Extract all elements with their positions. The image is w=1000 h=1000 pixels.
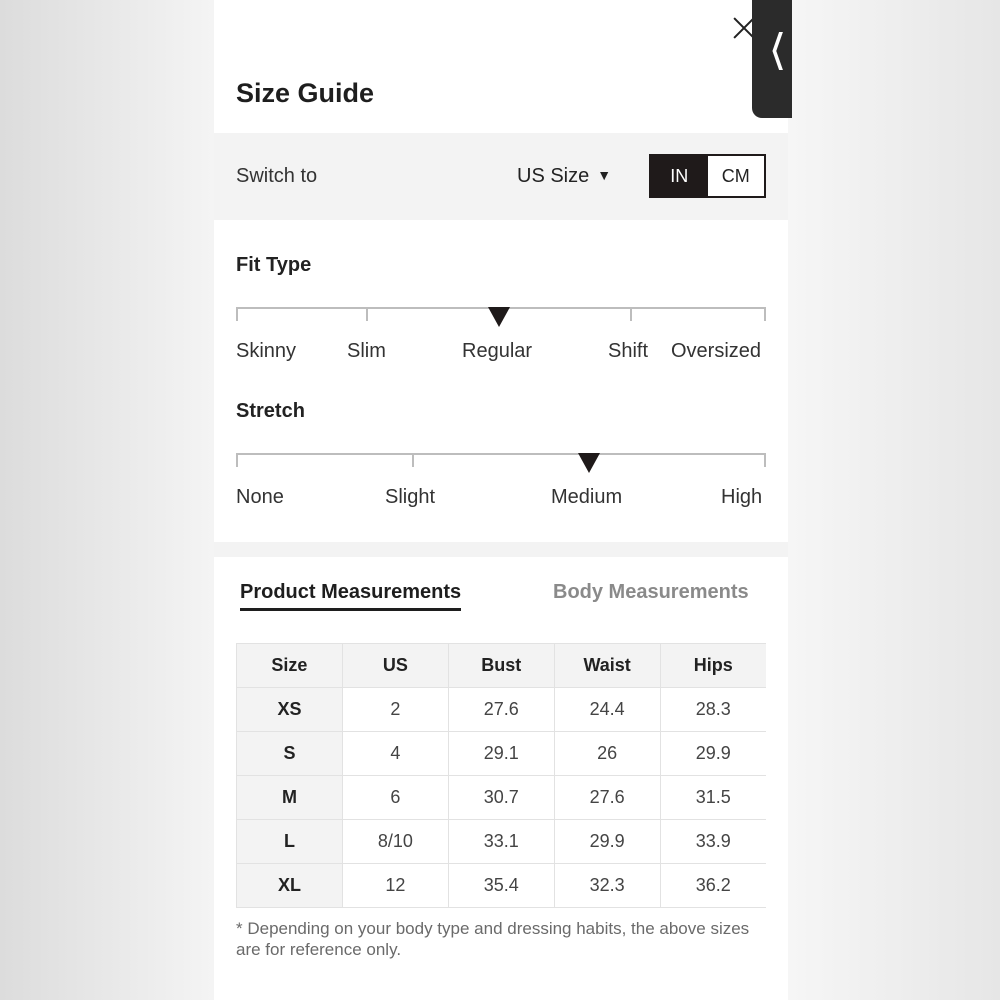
- stretch-option-medium: Medium: [551, 486, 623, 508]
- fit-section: [214, 220, 788, 542]
- scale-tick: [764, 307, 766, 321]
- switch-label: Switch to: [236, 165, 318, 187]
- column-header: Bust: [448, 644, 554, 688]
- fit-option-shift: Shift: [608, 340, 649, 362]
- stretch-label: Stretch: [236, 400, 305, 422]
- table-header-row: [237, 644, 767, 688]
- unit-switch-bar: [214, 133, 788, 220]
- table-cell: S: [237, 732, 343, 776]
- scale-tick: [764, 453, 766, 467]
- scale-line: [236, 453, 766, 455]
- scale-tick: [236, 453, 238, 467]
- tab-body-measurements[interactable]: Body Measurements: [553, 581, 749, 603]
- table-row: [237, 820, 767, 864]
- table-cell: 4: [342, 732, 448, 776]
- table-cell: 30.7: [448, 776, 554, 820]
- tab-product-measurements[interactable]: Product Measurements: [240, 581, 461, 611]
- stretch-scale: [236, 453, 766, 469]
- table-cell: 12: [342, 864, 448, 908]
- fit-option-slim: Slim: [347, 340, 386, 362]
- size-system-dropdown[interactable]: [517, 165, 611, 188]
- fit-option-regular: Regular: [462, 340, 533, 362]
- table-cell: XS: [237, 688, 343, 732]
- reference-note: * Depending on your body type and dressing habits, the above sizes are for reference only.: [236, 919, 750, 959]
- fit-type-label: Fit Type: [236, 254, 312, 276]
- stretch-marker: [578, 453, 600, 473]
- chevron-left-icon: ❬: [766, 26, 790, 70]
- stretch-option-high: High: [721, 486, 763, 508]
- fit-option-skinny: Skinny: [236, 340, 297, 362]
- table-cell: 29.9: [554, 820, 660, 864]
- stretch-option-slight: Slight: [385, 486, 436, 508]
- fit-type-marker: [488, 307, 510, 327]
- table-cell: XL: [237, 864, 343, 908]
- sheet-header: [214, 0, 788, 133]
- column-header: Hips: [660, 644, 766, 688]
- table-cell: 24.4: [554, 688, 660, 732]
- background-left: [0, 0, 214, 1000]
- table-cell: 36.2: [660, 864, 766, 908]
- side-drawer-tab[interactable]: [752, 0, 792, 118]
- stretch-option-none: None: [236, 486, 284, 508]
- caret-down-icon: ▼: [597, 167, 612, 183]
- size-system-value: US Size: [517, 165, 590, 187]
- fit-option-oversized: Oversized: [671, 340, 762, 362]
- column-header: US: [342, 644, 448, 688]
- size-guide-sheet: [214, 0, 788, 1000]
- table-cell: 33.1: [448, 820, 554, 864]
- scale-tick: [366, 307, 368, 321]
- table-cell: L: [237, 820, 343, 864]
- background-right: [788, 0, 1000, 1000]
- table-cell: 2: [342, 688, 448, 732]
- page-title: Size Guide: [236, 78, 375, 108]
- measurements-section: [214, 557, 788, 1000]
- column-header: Size: [237, 644, 343, 688]
- table-cell: 31.5: [660, 776, 766, 820]
- column-header: Waist: [554, 644, 660, 688]
- table-row: [237, 688, 767, 732]
- unit-in-button[interactable]: IN: [651, 156, 708, 196]
- table-cell: 28.3: [660, 688, 766, 732]
- size-table: [236, 643, 766, 908]
- table-cell: 29.9: [660, 732, 766, 776]
- unit-cm-button[interactable]: CM: [708, 156, 765, 196]
- table-cell: M: [237, 776, 343, 820]
- unit-toggle: [649, 154, 766, 198]
- table-cell: 8/10: [342, 820, 448, 864]
- fit-type-scale: [236, 307, 766, 323]
- table-cell: 27.6: [554, 776, 660, 820]
- table-row: [237, 776, 767, 820]
- table-cell: 32.3: [554, 864, 660, 908]
- table-row: [237, 864, 767, 908]
- table-cell: 6: [342, 776, 448, 820]
- table-cell: 27.6: [448, 688, 554, 732]
- table-cell: 26: [554, 732, 660, 776]
- table-cell: 29.1: [448, 732, 554, 776]
- scale-tick: [412, 453, 414, 467]
- scale-tick: [630, 307, 632, 321]
- scale-tick: [236, 307, 238, 321]
- table-cell: 33.9: [660, 820, 766, 864]
- table-row: [237, 732, 767, 776]
- table-cell: 35.4: [448, 864, 554, 908]
